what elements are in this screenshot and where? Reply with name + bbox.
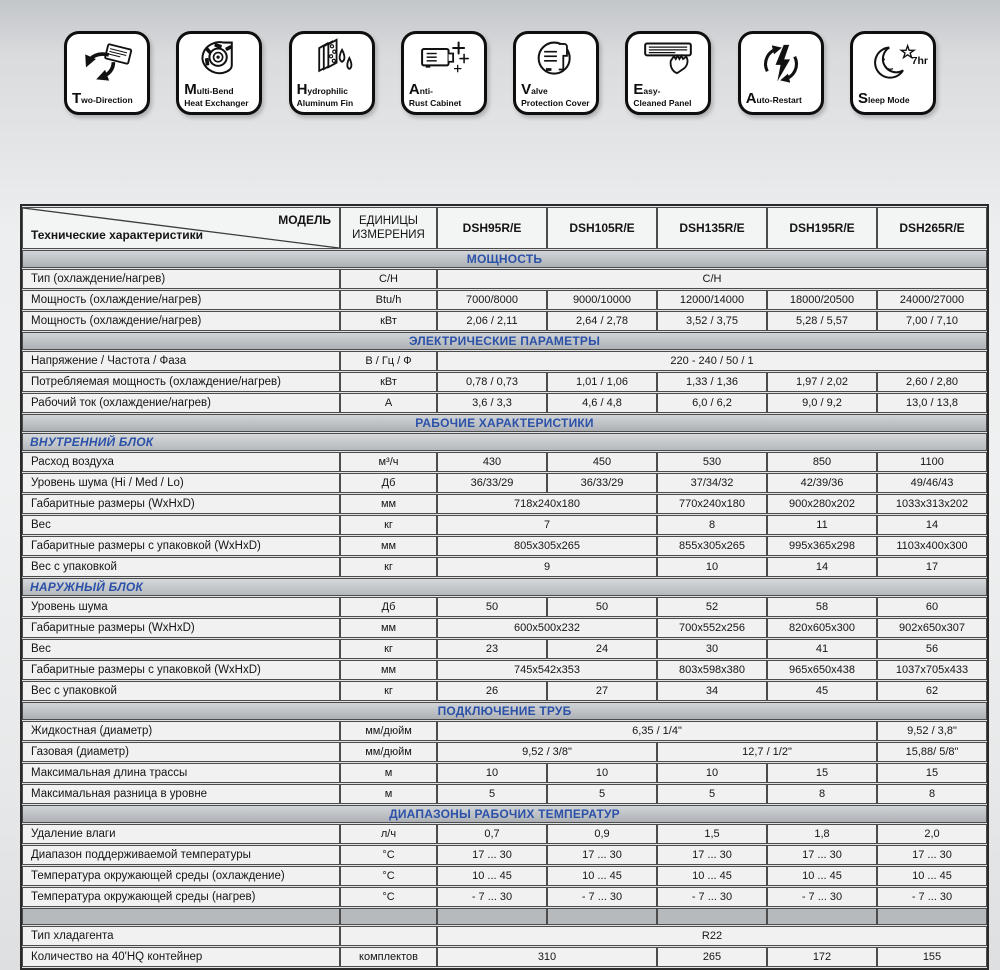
table-row xyxy=(22,784,987,804)
feature-label xyxy=(292,82,372,113)
value-cell: 1103x400x300 xyxy=(877,536,987,556)
separator-cell xyxy=(657,908,767,925)
value-cell: 2,60 / 2,80 xyxy=(877,372,987,392)
separator-cell xyxy=(767,908,877,925)
feature-label xyxy=(853,91,933,112)
table-row xyxy=(22,926,987,946)
value-cell: 1,33 / 1,36 xyxy=(657,372,767,392)
table-row xyxy=(22,473,987,493)
value-cell: - 7 ... 30 xyxy=(767,887,877,907)
feature-label-initial: H xyxy=(296,80,308,98)
value-cell: 3,52 / 3,75 xyxy=(657,311,767,331)
sleep-hours-badge: 7hr xyxy=(911,55,928,67)
feature-label-line2: Aluminum Fin xyxy=(296,97,354,108)
row-label: Габаритные размеры с упаковкой (WxHxD) xyxy=(22,660,340,680)
row-label: Уровень шума (Hi / Med / Lo) xyxy=(22,473,340,493)
value-cell: 2,06 / 2,11 xyxy=(437,311,547,331)
value-cell: 803x598x380 xyxy=(657,660,767,680)
feature-tile-2 xyxy=(176,31,262,115)
model-header-3: DSH135R/E xyxy=(657,207,767,249)
unit-cell: Дб xyxy=(340,473,437,493)
tech-specs-corner-label: Технические характеристики xyxy=(31,228,204,242)
feature-label-line2: Protection Cover xyxy=(521,97,590,108)
table-row xyxy=(22,269,987,289)
section-header: ПОДКЛЮЧЕНИЕ ТРУБ xyxy=(22,702,987,720)
value-cell: - 7 ... 30 xyxy=(437,887,547,907)
value-cell: 36/33/29 xyxy=(547,473,657,493)
table-row xyxy=(22,557,987,577)
table-row xyxy=(22,887,987,907)
feature-label xyxy=(404,82,484,113)
value-cell: 8 xyxy=(767,784,877,804)
value-cell: 902x650x307 xyxy=(877,618,987,638)
row-label: Максимальная разница в уровне xyxy=(22,784,340,804)
value-cell: 26 xyxy=(437,681,547,701)
unit-cell: мм xyxy=(340,618,437,638)
feature-tile-1 xyxy=(64,31,150,115)
value-cell: 12,7 / 1/2" xyxy=(657,742,877,762)
value-cell: 45 xyxy=(767,681,877,701)
unit-cell: м xyxy=(340,763,437,783)
value-cell: R22 xyxy=(437,926,987,946)
table-row xyxy=(22,494,987,514)
unit-cell: мм/дюйм xyxy=(340,742,437,762)
value-cell: 34 xyxy=(657,681,767,701)
value-cell: 1,5 xyxy=(657,824,767,844)
unit-cell: °С xyxy=(340,845,437,865)
feature-label xyxy=(741,91,821,112)
feature-tile-6 xyxy=(625,31,711,115)
value-cell: 12000/14000 xyxy=(657,290,767,310)
row-label: Габаритные размеры с упаковкой (WxHxD) xyxy=(22,536,340,556)
feature-label-line2: Heat Exchanger xyxy=(184,97,249,108)
value-cell: 700x552x256 xyxy=(657,618,767,638)
section-header: ДИАПАЗОНЫ РАБОЧИХ ТЕМПЕРАТУР xyxy=(22,805,987,823)
section-row xyxy=(22,702,987,720)
value-cell: 718x240x180 xyxy=(437,494,657,514)
unit-cell: м³/ч xyxy=(340,452,437,472)
row-label: Максимальная длина трассы xyxy=(22,763,340,783)
section-row xyxy=(22,250,987,268)
unit-cell: кВт xyxy=(340,372,437,392)
value-cell: 7000/8000 xyxy=(437,290,547,310)
feature-tile-7 xyxy=(738,31,824,115)
table-row xyxy=(22,845,987,865)
value-cell: 5,28 / 5,57 xyxy=(767,311,877,331)
feature-label-initial: A xyxy=(408,80,420,98)
value-cell: 3,6 / 3,3 xyxy=(437,393,547,413)
value-cell: 10 xyxy=(657,763,767,783)
value-cell: 42/39/36 xyxy=(767,473,877,493)
value-cell: 50 xyxy=(547,597,657,617)
feature-label xyxy=(179,82,259,113)
row-label: Тип (охлаждение/нагрев) xyxy=(22,269,340,289)
value-cell: 36/33/29 xyxy=(437,473,547,493)
value-cell: 430 xyxy=(437,452,547,472)
hydrophilic-icon xyxy=(292,34,372,82)
feature-icons-row xyxy=(0,0,1000,115)
value-cell: 10 ... 45 xyxy=(767,866,877,886)
feature-label-initial: S xyxy=(857,90,868,107)
value-cell: 27 xyxy=(547,681,657,701)
value-cell: - 7 ... 30 xyxy=(877,887,987,907)
sleep-mode-icon xyxy=(853,34,933,91)
value-cell: 770x240x180 xyxy=(657,494,767,514)
spec-table-frame xyxy=(20,204,989,970)
value-cell: 15,88/ 5/8" xyxy=(877,742,987,762)
feature-tile-8 xyxy=(850,31,936,115)
value-cell: 10 ... 45 xyxy=(437,866,547,886)
valve-cover-icon xyxy=(516,34,596,82)
table-row xyxy=(22,372,987,392)
feature-tile-4 xyxy=(401,31,487,115)
row-label: Газовая (диаметр) xyxy=(22,742,340,762)
value-cell: 1037x705x433 xyxy=(877,660,987,680)
value-cell: 10 ... 45 xyxy=(657,866,767,886)
separator-cell xyxy=(877,908,987,925)
unit-cell: Btu/h xyxy=(340,290,437,310)
unit-cell xyxy=(340,926,437,946)
value-cell: 1,97 / 2,02 xyxy=(767,372,877,392)
row-label: Удаление влаги xyxy=(22,824,340,844)
unit-cell: кг xyxy=(340,515,437,535)
separator-row xyxy=(22,908,987,925)
unit-cell: °С xyxy=(340,887,437,907)
table-row xyxy=(22,452,987,472)
row-label: Мощность (охлаждение/нагрев) xyxy=(22,311,340,331)
section-header: МОЩНОСТЬ xyxy=(22,250,987,268)
feature-label-text: asy- xyxy=(643,85,661,96)
model-header-2: DSH105R/E xyxy=(547,207,657,249)
value-cell: 155 xyxy=(877,947,987,967)
value-cell: 23 xyxy=(437,639,547,659)
value-cell: 15 xyxy=(767,763,877,783)
table-row xyxy=(22,742,987,762)
value-cell: 62 xyxy=(877,681,987,701)
table-row xyxy=(22,290,987,310)
value-cell: С/Н xyxy=(437,269,987,289)
easy-clean-icon xyxy=(628,34,708,82)
unit-cell: В / Гц / Ф xyxy=(340,351,437,371)
value-cell: 9,0 / 9,2 xyxy=(767,393,877,413)
value-cell: 9 xyxy=(437,557,657,577)
value-cell: 11 xyxy=(767,515,877,535)
table-row xyxy=(22,515,987,535)
value-cell: 6,0 / 6,2 xyxy=(657,393,767,413)
spec-table xyxy=(22,206,987,968)
table-row xyxy=(22,597,987,617)
value-cell: 1100 xyxy=(877,452,987,472)
table-row xyxy=(22,618,987,638)
value-cell: 172 xyxy=(767,947,877,967)
section-header: ЭЛЕКТРИЧЕСКИЕ ПАРАМЕТРЫ xyxy=(22,332,987,350)
value-cell: 265 xyxy=(657,947,767,967)
value-cell: 5 xyxy=(437,784,547,804)
unit-cell: °С xyxy=(340,866,437,886)
table-row xyxy=(22,536,987,556)
value-cell: 0,9 xyxy=(547,824,657,844)
row-label: Уровень шума xyxy=(22,597,340,617)
value-cell: 965x650x438 xyxy=(767,660,877,680)
row-label: Габаритные размеры (WxHxD) xyxy=(22,618,340,638)
feature-label-initial: V xyxy=(521,80,532,98)
value-cell: 855x305x265 xyxy=(657,536,767,556)
row-label: Мощность (охлаждение/нагрев) xyxy=(22,290,340,310)
feature-label-text: leep Mode xyxy=(867,95,910,105)
subsection-row xyxy=(22,433,987,451)
value-cell: 18000/20500 xyxy=(767,290,877,310)
multi-bend-icon xyxy=(179,34,259,82)
feature-label-initial: T xyxy=(72,90,82,107)
feature-label-initial: A xyxy=(745,90,757,107)
section-row xyxy=(22,332,987,350)
value-cell: 820x605x300 xyxy=(767,618,877,638)
value-cell: 58 xyxy=(767,597,877,617)
table-header-row xyxy=(22,207,987,249)
unit-cell: л/ч xyxy=(340,824,437,844)
value-cell: 850 xyxy=(767,452,877,472)
value-cell: 17 ... 30 xyxy=(547,845,657,865)
value-cell: 17 ... 30 xyxy=(437,845,547,865)
table-row xyxy=(22,947,987,967)
value-cell: 900x280x202 xyxy=(767,494,877,514)
section-header: РАБОЧИЕ ХАРАКТЕРИСТИКИ xyxy=(22,414,987,432)
value-cell: 5 xyxy=(657,784,767,804)
row-label: Расход воздуха xyxy=(22,452,340,472)
feature-label-text: alve xyxy=(531,85,548,96)
value-cell: 995x365x298 xyxy=(767,536,877,556)
unit-cell: мм xyxy=(340,660,437,680)
row-label: Вес xyxy=(22,515,340,535)
feature-label-text: uto-Restart xyxy=(756,95,802,105)
feature-tile-5 xyxy=(513,31,599,115)
table-row xyxy=(22,681,987,701)
table-row xyxy=(22,866,987,886)
separator-cell xyxy=(22,908,340,925)
value-cell: 1,01 / 1,06 xyxy=(547,372,657,392)
feature-label xyxy=(516,82,596,113)
table-row xyxy=(22,763,987,783)
unit-cell: мм xyxy=(340,536,437,556)
value-cell: 14 xyxy=(877,515,987,535)
value-cell: 9,52 / 3,8" xyxy=(877,721,987,741)
model-corner-label: МОДЕЛЬ xyxy=(278,213,331,227)
unit-cell: кг xyxy=(340,639,437,659)
unit-cell: комплектов xyxy=(340,947,437,967)
value-cell: 14 xyxy=(767,557,877,577)
table-row xyxy=(22,639,987,659)
value-cell: - 7 ... 30 xyxy=(547,887,657,907)
separator-cell xyxy=(547,908,657,925)
value-cell: 450 xyxy=(547,452,657,472)
value-cell: 17 xyxy=(877,557,987,577)
value-cell: 24000/27000 xyxy=(877,290,987,310)
value-cell: 310 xyxy=(437,947,657,967)
row-label: Температура окружающей среды (охлаждение) xyxy=(22,866,340,886)
row-label: Температура окружающей среды (нагрев) xyxy=(22,887,340,907)
value-cell: 17 ... 30 xyxy=(657,845,767,865)
feature-label-line2: Rust Cabinet xyxy=(408,97,462,108)
row-label: Вес с упаковкой xyxy=(22,557,340,577)
value-cell: 0,78 / 0,73 xyxy=(437,372,547,392)
value-cell: 10 xyxy=(547,763,657,783)
unit-cell: м xyxy=(340,784,437,804)
value-cell: 49/46/43 xyxy=(877,473,987,493)
value-cell: 10 xyxy=(657,557,767,577)
table-row xyxy=(22,824,987,844)
row-label: Вес с упаковкой xyxy=(22,681,340,701)
row-label: Тип хладагента xyxy=(22,926,340,946)
unit-cell: С/Н xyxy=(340,269,437,289)
row-label: Жидкостная (диаметр) xyxy=(22,721,340,741)
table-row xyxy=(22,660,987,680)
value-cell: 7 xyxy=(437,515,657,535)
row-label: Напряжение / Частота / Фаза xyxy=(22,351,340,371)
unit-cell: кВт xyxy=(340,311,437,331)
model-header-4: DSH195R/E xyxy=(767,207,877,249)
row-label: Диапазон поддерживаемой температуры xyxy=(22,845,340,865)
row-label: Вес xyxy=(22,639,340,659)
value-cell: 30 xyxy=(657,639,767,659)
feature-label xyxy=(628,82,708,113)
value-cell: 0,7 xyxy=(437,824,547,844)
row-label: Габаритные размеры (WxHxD) xyxy=(22,494,340,514)
row-label: Рабочий ток (охлаждение/нагрев) xyxy=(22,393,340,413)
feature-label-line2: Cleaned Panel xyxy=(633,97,692,108)
value-cell: 41 xyxy=(767,639,877,659)
unit-cell: А xyxy=(340,393,437,413)
unit-cell: Дб xyxy=(340,597,437,617)
value-cell: 220 - 240 / 50 / 1 xyxy=(437,351,987,371)
unit-cell: мм xyxy=(340,494,437,514)
feature-label-text: ydrophilic xyxy=(307,85,349,96)
value-cell: 15 xyxy=(877,763,987,783)
value-cell: 60 xyxy=(877,597,987,617)
value-cell: 7,00 / 7,10 xyxy=(877,311,987,331)
value-cell: 805x305x265 xyxy=(437,536,657,556)
value-cell: 17 ... 30 xyxy=(767,845,877,865)
section-row xyxy=(22,805,987,823)
two-direction-icon xyxy=(67,34,147,91)
value-cell: 745x542x353 xyxy=(437,660,657,680)
feature-label-text: ulti-Bend xyxy=(196,85,234,96)
separator-cell xyxy=(340,908,437,925)
auto-restart-icon xyxy=(741,34,821,91)
value-cell: - 7 ... 30 xyxy=(657,887,767,907)
feature-label xyxy=(67,91,147,112)
value-cell: 6,35 / 1/4" xyxy=(437,721,877,741)
value-cell: 8 xyxy=(657,515,767,535)
feature-tile-3 xyxy=(289,31,375,115)
value-cell: 2,64 / 2,78 xyxy=(547,311,657,331)
table-corner-cell xyxy=(22,207,340,249)
value-cell: 10 ... 45 xyxy=(547,866,657,886)
value-cell: 9000/10000 xyxy=(547,290,657,310)
model-header-5: DSH265R/E xyxy=(877,207,987,249)
value-cell: 530 xyxy=(657,452,767,472)
value-cell: 8 xyxy=(877,784,987,804)
unit-cell: мм/дюйм xyxy=(340,721,437,741)
feature-label-text: wo-Direction xyxy=(81,95,133,105)
value-cell: 1033x313x202 xyxy=(877,494,987,514)
feature-label-text: nti- xyxy=(419,85,433,96)
value-cell: 24 xyxy=(547,639,657,659)
value-cell: 5 xyxy=(547,784,657,804)
table-row xyxy=(22,351,987,371)
unit-cell: кг xyxy=(340,557,437,577)
value-cell: 50 xyxy=(437,597,547,617)
value-cell: 56 xyxy=(877,639,987,659)
value-cell: 600x500x232 xyxy=(437,618,657,638)
feature-label-initial: M xyxy=(184,80,197,98)
units-column-header: ЕДИНИЦЫ ИЗМЕРЕНИЯ xyxy=(340,207,437,249)
section-row xyxy=(22,414,987,432)
section-header: ВНУТРЕННИЙ БЛОК xyxy=(22,433,987,451)
value-cell: 17 ... 30 xyxy=(877,845,987,865)
value-cell: 2,0 xyxy=(877,824,987,844)
value-cell: 4,6 / 4,8 xyxy=(547,393,657,413)
row-label: Количество на 40'HQ контейнер xyxy=(22,947,340,967)
unit-cell: кг xyxy=(340,681,437,701)
value-cell: 52 xyxy=(657,597,767,617)
anti-rust-icon xyxy=(404,34,484,82)
section-header: НАРУЖНЫЙ БЛОК xyxy=(22,578,987,596)
subsection-row xyxy=(22,578,987,596)
value-cell: 10 ... 45 xyxy=(877,866,987,886)
table-row xyxy=(22,721,987,741)
row-label: Потребляемая мощность (охлаждение/нагрев) xyxy=(22,372,340,392)
model-header-1: DSH95R/E xyxy=(437,207,547,249)
value-cell: 37/34/32 xyxy=(657,473,767,493)
value-cell: 13,0 / 13,8 xyxy=(877,393,987,413)
value-cell: 10 xyxy=(437,763,547,783)
table-row xyxy=(22,393,987,413)
separator-cell xyxy=(437,908,547,925)
value-cell: 9,52 / 3/8" xyxy=(437,742,657,762)
table-row xyxy=(22,311,987,331)
feature-label-initial: E xyxy=(633,80,644,98)
value-cell: 1,8 xyxy=(767,824,877,844)
